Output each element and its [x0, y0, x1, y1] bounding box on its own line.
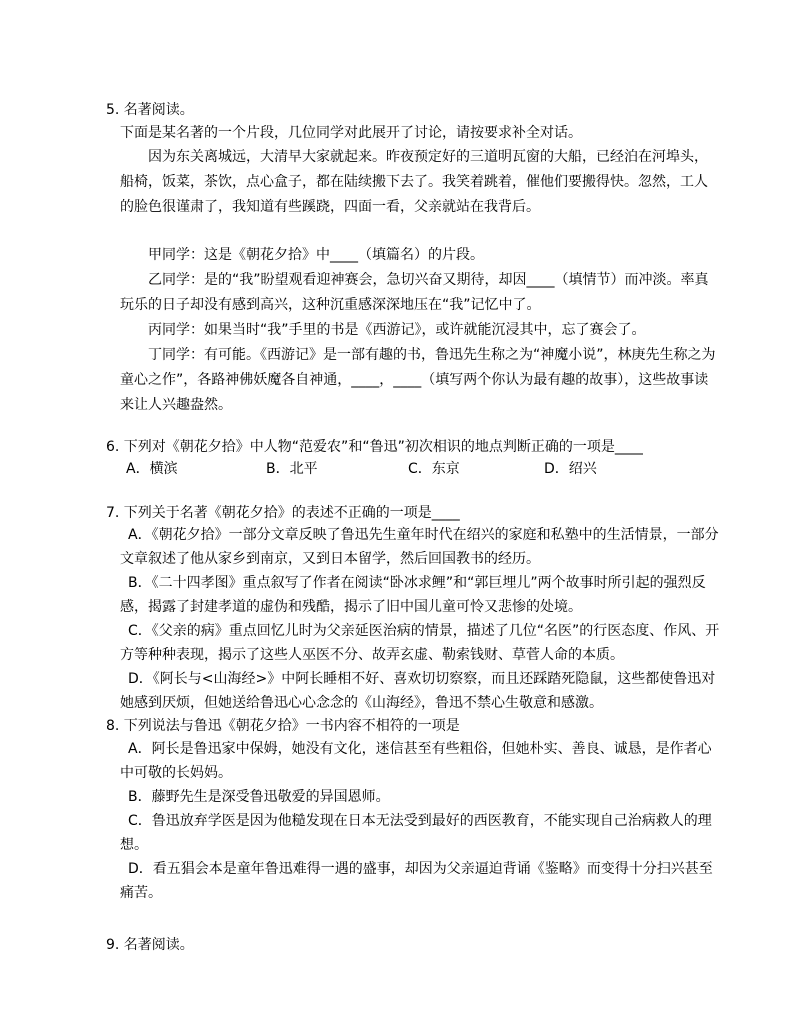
question-7-option-d: D．《阿长与<山海经>》中阿长睡相不好、喜欢切切察察，而且还踩踏死隐鼠，这些都使鲁迅对她感到厌烦，但她送给鲁迅心心念念的《山海经》，鲁迅不禁心生敬意和感激。	[120, 671, 716, 711]
question-5-passage: 因为东关离城远，大清早大家就起来。昨夜预定好的三道明瓦窗的大船，已经泊在河埠头，船椅，饭菜，茶饮，点心盒子，都在陆续搬下去了。我笑着跳着，催他们要搬得快。忽然，工人的脸色很谨肃了，我知道有些蹊跷，四面一看，父亲就站在我背后。	[120, 149, 708, 215]
question-8-option-b: B．藤野先生是深受鲁迅敬爱的异国恩师。	[128, 789, 390, 805]
question-7-option-b: B．《二十四孝图》重点叙写了作者在阅读“卧冰求鲤”和“郭巨埋儿”两个故事时所引起的强烈反感，揭露了封建孝道的虚伪和残酷，揭示了旧中国儿童可怜又悲惨的处境。	[120, 575, 706, 615]
question-5-intro: 下面是某名著的一个片段，几位同学对此展开了讨论，请按要求补全对话。	[120, 125, 582, 141]
question-7-title: 7. 下列关于名著《朝花夕拾》的表述不正确的一项是____	[106, 505, 460, 521]
question-6-option-c[interactable]: C．东京	[408, 461, 460, 477]
question-6-option-a[interactable]: A．横滨	[126, 461, 178, 477]
question-8-option-a: A．阿长是鲁迅家中保姆，她没有文化，迷信甚至有些粗俗，但她朴实、善良、诚恳，是作者心中可敬的长妈妈。	[120, 741, 712, 781]
question-5-title: 5. 名著阅读。	[106, 102, 194, 118]
question-5-dialogue-ding: 丁同学：有可能。《西游记》是一部有趣的书，鲁迅先生称之为“神魔小说”，林庚先生称之为童心之作”，各路神佛妖魔各自神通，____，____（填写两个你认为最有趣的故事），这些故事读来让人兴趣盎然。	[120, 347, 716, 413]
question-5-dialogue-bing: 丙同学：如果当时“我”手里的书是《西游记》，或许就能沉浸其中，忘了赛会了。	[148, 322, 646, 338]
question-5-dialogue-jia: 甲同学：这是《朝花夕拾》中____（填篇名）的片段。	[148, 247, 484, 263]
question-6-title: 6. 下列对《朝花夕拾》中人物“范爱农”和“鲁迅”初次相识的地点判断正确的一项是____	[106, 439, 643, 455]
question-8-option-d: D．看五猖会本是童年鲁迅难得一遇的盛事，却因为父亲逼迫背诵《鉴略》而变得十分扫兴甚至痛苦。	[120, 861, 713, 901]
question-6-options	[126, 460, 597, 478]
question-8-title: 8. 下列说法与鲁迅《朝花夕拾》一书内容不相符的一项是	[106, 718, 460, 734]
question-9-title: 9. 名著阅读。	[106, 937, 194, 953]
question-7-option-c: C．《父亲的病》重点回忆儿时为父亲延医治病的情景，描述了几位“名医”的行医态度、作风、开方等种种表现，揭示了这些人巫医不分、故弄玄虚、勒索钱财、草菅人命的本质。	[120, 623, 720, 663]
question-6-option-d[interactable]: D．绍兴	[544, 461, 597, 477]
question-5-dialogue-yi: 乙同学：是的“我”盼望观看迎神赛会，急切兴奋又期待，却因____（填情节）而冲淡。率真玩乐的日子却没有感到高兴，这种沉重感深深地压在“我”记忆中了。	[120, 272, 709, 313]
question-6-option-b[interactable]: B．北平	[266, 461, 318, 477]
question-8-option-c: C．鲁迅放弃学医是因为他糙发现在日本无法受到最好的西医教育，不能实现自己治病救人的理想。	[120, 813, 712, 853]
question-7-option-a: A．《朝花夕拾》一部分文章反映了鲁迅先生童年时代在绍兴的家庭和私塾中的生活情景，一部分文章叙述了他从家乡到南京，又到日本留学，然后回国教书的经历。	[120, 527, 719, 567]
